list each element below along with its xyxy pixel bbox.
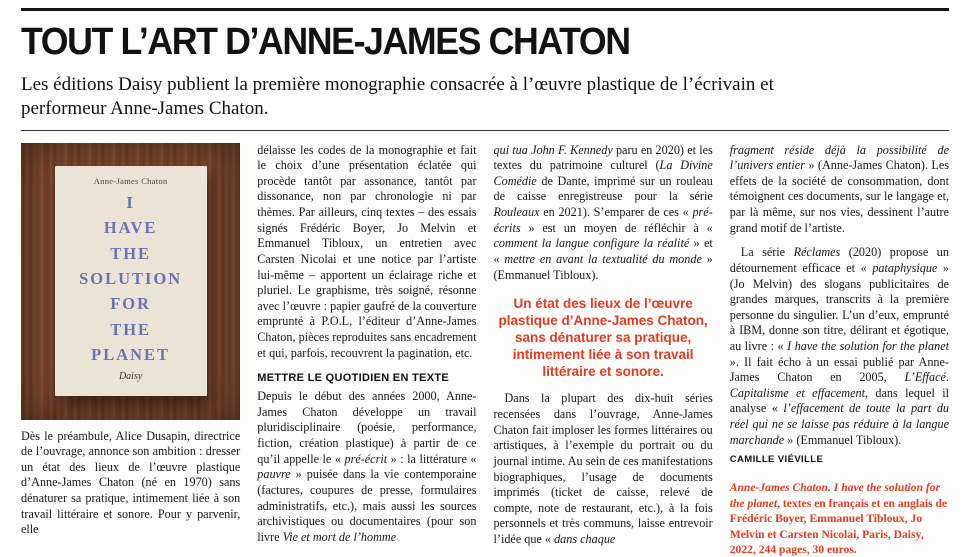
book-title-line: THE <box>110 243 152 263</box>
paragraph-quotidien-continued: qui tua John F. Kennedy paru en 2020) et les textes du patrimoine culturel (La Divine Comédie de Dante, imprimé sur un rouleau de caisse enregistreuse pour la série Rouleaux en 2021). S’emparer de ces « pré-écrits » est un moyen de réfléchir à « comment la langue configure la réalité » et « mettre en avant la textualité du monde » (Emmanuel Tibloux). <box>493 142 713 282</box>
book-title-line: FOR <box>110 294 152 314</box>
paragraph-intro: Dès le préambule, Alice Dusapin, directrice de l’ouvrage, annonce son ambition : dresser un état des lieux de l’œuvre plastique d’Anne-James Chaton (né en 1970) sans dénaturer sa pratique, intimement liée à son travail littéraire et sonore. Pour y parvenir, elle <box>21 428 241 537</box>
column-4 <box>730 143 949 557</box>
book-title-line: I <box>126 192 135 212</box>
article-standfirst: Les éditions Daisy publient la première monographie consacrée à l’œuvre plastique de l’écrivain et performeur Anne-James Chaton. <box>21 74 774 120</box>
column-3 <box>494 143 713 557</box>
header-divider <box>21 130 949 131</box>
author-byline: CAMILLE VIÉVILLE <box>729 454 824 466</box>
article-title: TOUT L’ART D’ANNE-JAMES CHATON <box>21 21 630 63</box>
top-rule <box>21 8 949 11</box>
book-reference: Anne-James Chaton. I have the solution for the planet, textes en français et en anglais de Frédéric Boyer, Emmanuel Tibloux, Jo Melvin et Carsten Nicolai, Paris, Daisy, 2022, 244 pages, 30 euros. <box>729 481 948 556</box>
book-cover-author: Anne-James Chaton <box>93 175 168 186</box>
book-cover-publisher: Daisy <box>118 370 143 382</box>
paragraph-gap <box>730 236 949 245</box>
pull-quote: Un état des lieux de l’œuvre plastique d’Anne-James Chaton, sans dénaturer sa pratique, intimement liée à son travail littéraire et sonore. <box>498 296 708 379</box>
book-cover-title <box>79 187 182 371</box>
column-2 <box>257 143 476 557</box>
book-title-line: SOLUTION <box>79 268 183 288</box>
column-1 <box>21 143 240 557</box>
section-heading: METTRE LE QUOTIDIEN EN TEXTE <box>257 372 449 385</box>
paragraph-reclames: La série Réclames (2020) propose un détournement efficace et « pataphysique » (Jo Melvin) des slogans publicitaires de grandes marques, transcrits à la première personne du singulier. L’un d’eux, emprunté à IBM, donne son titre, délirant et égotique, au livre : « I have the solution for the planet ». Il fait écho à un essai publié par Anne-James Chaton en 2005, L’Effacé. Capitalisme et effacement, dans lequel il analyse « l’effacement de toute la part du réel qui ne se laisse pas réduire à la langue marchande » (Emmanuel Tibloux). <box>729 245 950 447</box>
book-cover <box>55 166 207 396</box>
paragraph-intro-continued: délaisse les codes de la monographie et fait le choix d’une présentation éclatée qui procède tantôt par assonance, tantôt par dissonance, non par chronologie ni par thèmes. Par ailleurs, cinq textes – des essais signés Frédéric Boyer, Jo Melvin et Emmanuel Tibloux, un entretien avec Carsten Nicolai et une notice par l’artiste lui-même – apportent un éclairage riche et pluriel. Le graphisme, très soigné, résonne avec l’œuvre : papier gaufré de la couverture emprunté à P.O.L, l’éditeur d’Anne-James Chaton, pièces reproduites sans encadrement et qui, parfois, recouvrent la pagination, etc. <box>257 142 477 360</box>
paragraph-series-continued: fragment réside déjà la possibilité de l’univers entier » (Anne-James Chaton). Les effets de la société de consommation, dont témoignent ces documents, sur le langage et, par là même, sur nos vies, dessinent l’autre grand motif de l’artiste. <box>729 142 949 235</box>
paragraph-series: Dans la plupart des dix-huit séries recensées dans l’ouvrage, Anne-James Chaton fait imploser les formes littéraires ou artistiques, à l’exemple du portrait ou du journal intime. Au sein de ces manifestations biographiques, l’usage de documents imprimés (ticket de caisse, relevé de compte, note de restaurant, etc.), à la fois personnels et très communs, laisse entrevoir l’idée que « dans chaque <box>493 391 713 546</box>
paragraph-quotidien: Depuis le début des années 2000, Anne-James Chaton développe un travail pluridisciplinaire (poésie, performance, fiction, création plastique) à partir de ce qu’il appelle le « pré-écrit » : la littérature « pauvre » puisée dans la vie contemporaine (factures, coupures de presse, formulaires administratifs, etc.), mais aussi les sources archivistiques ou documentaires (pour son livre Vie et mort de l’homme <box>257 389 477 544</box>
book-cover-photo <box>21 143 240 420</box>
book-title-line: PLANET <box>91 345 171 365</box>
article-columns <box>21 143 949 557</box>
book-title-line: THE <box>110 319 152 339</box>
book-title-line: HAVE <box>103 218 158 238</box>
